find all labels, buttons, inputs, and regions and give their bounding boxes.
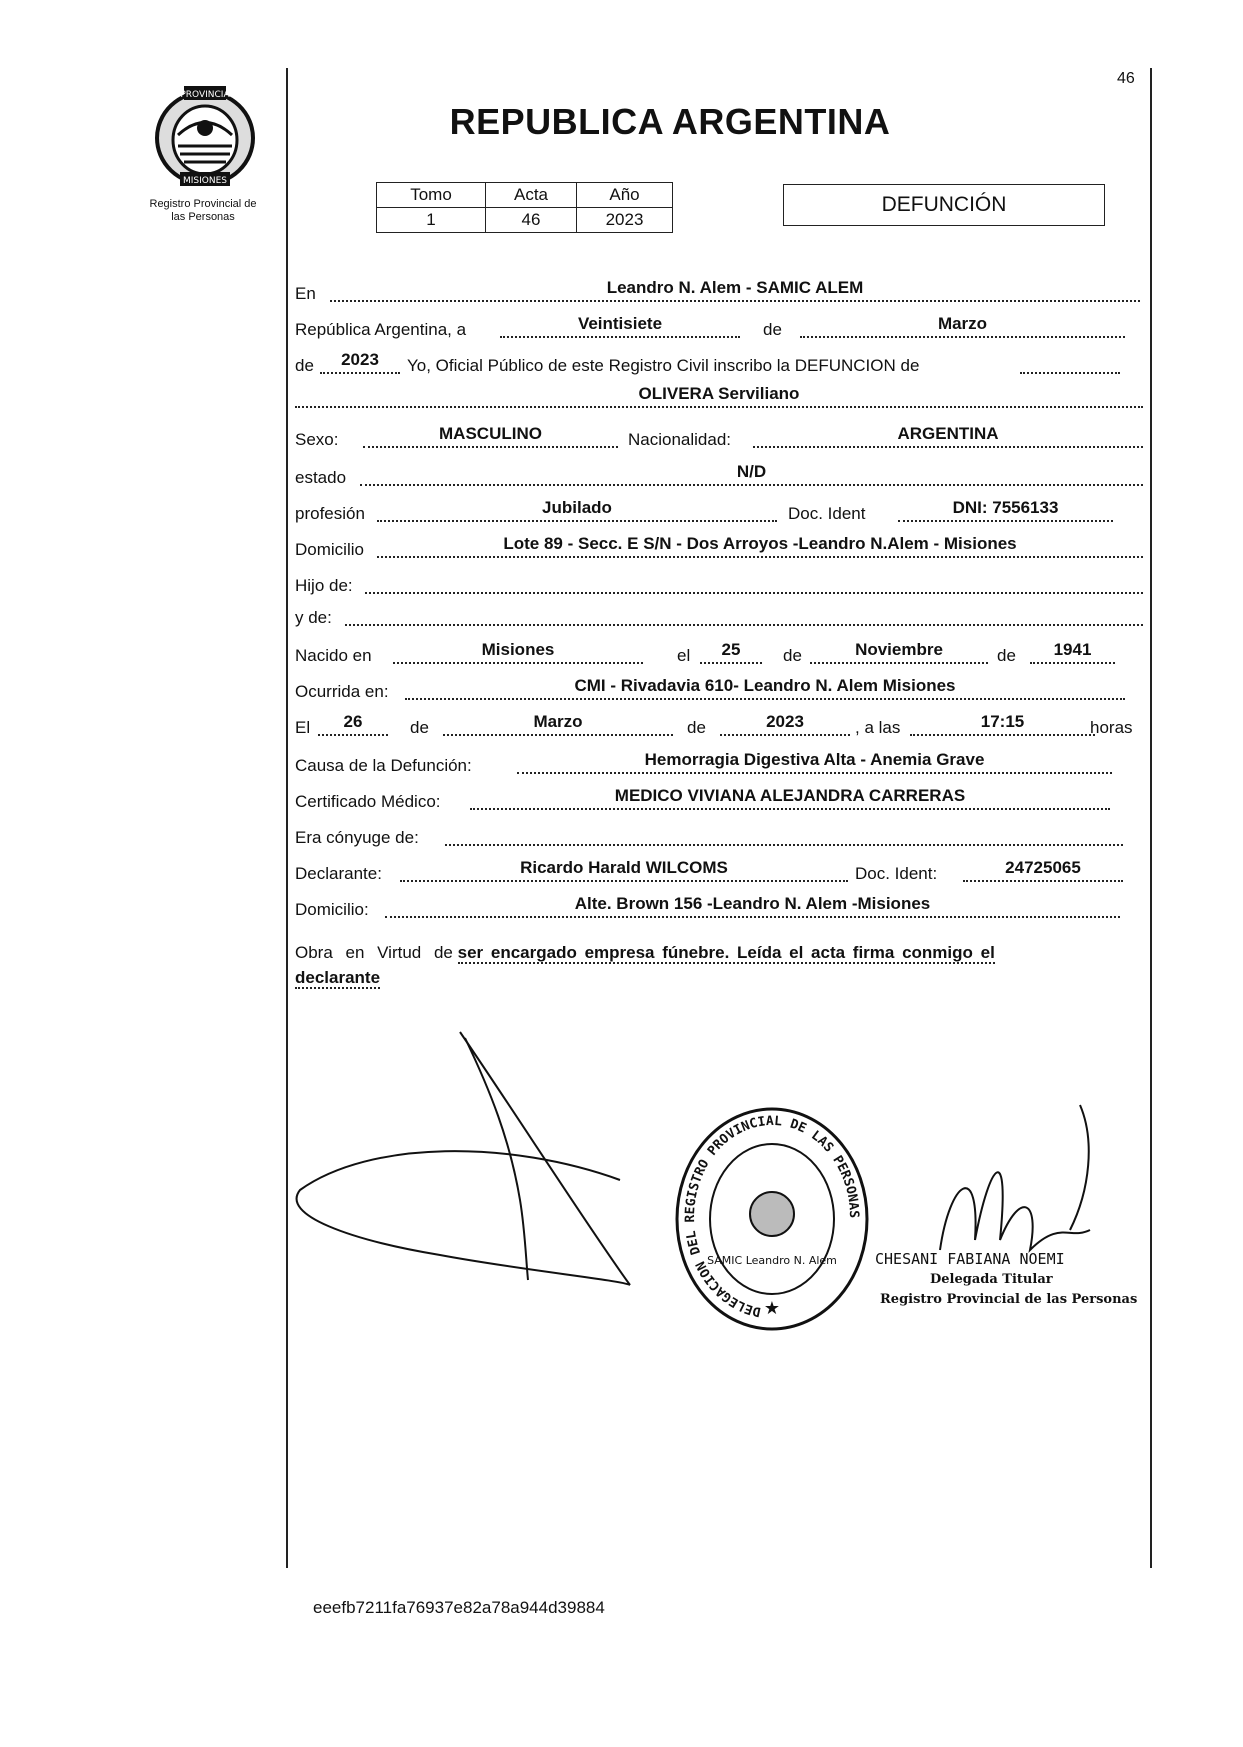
domicilio2-field: Alte. Brown 156 -Leandro N. Alem -Misiones (385, 894, 1120, 918)
row-sexo (295, 424, 1145, 454)
de-label-5: de (410, 718, 429, 737)
yde-label: y de: (295, 608, 332, 627)
acta-header: Acta (486, 183, 577, 208)
estado-field: N/D (360, 462, 1143, 486)
signatory-role: Delegada Titular (930, 1272, 1053, 1287)
inscribo-text: Yo, Oficial Público de este Registro Civil inscribo la DEFUNCION de (407, 356, 920, 375)
row-nombre (295, 384, 1145, 414)
nacido-lugar-field: Misiones (393, 640, 643, 664)
alas-label: , a las (855, 718, 901, 737)
signatory-name: CHESANI FABIANA NOEMI (875, 1250, 1065, 1268)
conyuge-field (445, 822, 1123, 846)
nacido-dia-field: 25 (700, 640, 762, 664)
declarante-doc-label: Doc. Ident: (855, 864, 938, 883)
acta-value: 46 (486, 208, 577, 233)
certificado-field: MEDICO VIVIANA ALEJANDRA CARRERAS (470, 786, 1110, 810)
document-hash: eeefb7211fa76937e82a78a944d39884 (313, 1598, 605, 1617)
row-yde (295, 602, 1145, 632)
page-title: REPUBLICA ARGENTINA (449, 101, 891, 142)
official-seal-stamp (672, 1104, 872, 1334)
el-label: el (677, 646, 691, 665)
hijo-field (365, 570, 1143, 594)
anio-value: 2023 (577, 208, 673, 233)
horas-label: horas (1090, 718, 1133, 737)
def-mes-field: Marzo (443, 712, 673, 736)
signatory-office: Registro Provincial de las Personas (880, 1292, 1138, 1307)
nacido-anio-field: 1941 (1030, 640, 1115, 664)
de-label-1: de (763, 320, 782, 339)
profesion-label: profesión (295, 504, 365, 523)
registry-table-header-row (377, 183, 673, 208)
republica-label: República Argentina, a (295, 320, 467, 339)
row-certificado (295, 786, 1145, 816)
nacido-mes-field: Noviembre (810, 640, 988, 664)
en-label: En (295, 284, 316, 303)
right-margin-line (1150, 68, 1152, 1568)
obra-label: Obra en Virtud de (295, 943, 453, 962)
conyuge-label: Era cónyuge de: (295, 828, 419, 847)
row-en (295, 278, 1145, 308)
logo-text-top: PROVINCIA (180, 90, 230, 100)
tomo-value: 1 (377, 208, 486, 233)
seal-inner-text: SAMIC Leandro N. Alem (707, 1254, 837, 1267)
row-ocurrida (295, 676, 1145, 706)
document-type-box: DEFUNCIÓN (783, 184, 1105, 226)
declarante-field: Ricardo Harald WILCOMS (400, 858, 848, 882)
row-fecha (295, 314, 1145, 344)
sexo-field: MASCULINO (363, 424, 618, 448)
de-label-2: de (295, 356, 314, 375)
en-field: Leandro N. Alem - SAMIC ALEM (330, 278, 1140, 302)
row-nacido (295, 640, 1145, 670)
domicilio-field: Lote 89 - Secc. E S/N - Dos Arroyos -Leandro N.Alem - Misiones (377, 534, 1143, 558)
row-fecha-defuncion (295, 712, 1145, 742)
row-estado (295, 462, 1145, 492)
tomo-header: Tomo (377, 183, 486, 208)
registry-table (376, 182, 673, 233)
causa-label: Causa de la Defunción: (295, 756, 472, 775)
row-inscribo (295, 350, 1145, 380)
domicilio2-label: Domicilio: (295, 900, 369, 919)
def-hora-field: 17:15 (910, 712, 1095, 736)
El-label: El (295, 718, 311, 737)
estado-label: estado (295, 468, 347, 487)
anio-field: 2023 (320, 350, 400, 374)
profesion-field: Jubilado (377, 498, 777, 522)
dia-field: Veintisiete (500, 314, 740, 338)
declarant-signature (290, 1030, 710, 1300)
ocurrida-label: Ocurrida en: (295, 682, 389, 701)
row-profesion (295, 498, 1145, 528)
domicilio-label: Domicilio (295, 540, 364, 559)
doc-ident-field: DNI: 7556133 (898, 498, 1113, 522)
seal-outer-text: DELEGACION DEL REGISTRO PROVINCIAL DE LAS PERSONAS (683, 1113, 862, 1319)
nacido-label: Nacido en (295, 646, 372, 665)
logo-text-bottom: MISIONES (182, 176, 228, 186)
row-domicilio-declarante (295, 894, 1145, 924)
obra-value-line1: ser encargado empresa fúnebre. Leída el acta firma conmigo el (457, 943, 995, 962)
nacionalidad-label: Nacionalidad: (628, 430, 732, 449)
def-dia-field: 26 (318, 712, 388, 736)
obra-value-line2: declarante (295, 968, 381, 987)
hijo-label: Hijo de: (295, 576, 353, 595)
obra-en-virtud-paragraph (295, 940, 1145, 990)
de-label-4: de (997, 646, 1016, 665)
nacionalidad-field: ARGENTINA (753, 424, 1143, 448)
logo-caption (128, 198, 278, 224)
provincial-emblem-logo (150, 80, 260, 190)
ocurrida-field: CMI - Rivadavia 610- Leandro N. Alem Misiones (405, 676, 1125, 700)
inscribo-blank-field (1020, 350, 1120, 374)
page-number: 46 (1117, 70, 1135, 87)
seal-star-icon: ★ (763, 1298, 781, 1318)
declarante-label: Declarante: (295, 864, 382, 883)
yde-field (345, 602, 1143, 626)
certificado-label: Certificado Médico: (295, 792, 441, 811)
left-margin-line (286, 68, 288, 1568)
sexo-label: Sexo: (295, 430, 339, 449)
row-hijo (295, 570, 1145, 600)
row-domicilio (295, 534, 1145, 564)
anio-header: Año (577, 183, 673, 208)
logo-caption-line2: las Personas (171, 211, 235, 223)
doc-ident-label: Doc. Ident (788, 504, 866, 523)
causa-field: Hemorragia Digestiva Alta - Anemia Grave (517, 750, 1112, 774)
registry-table-value-row (377, 208, 673, 233)
row-causa (295, 750, 1145, 780)
row-conyuge (295, 822, 1145, 852)
de-label-6: de (687, 718, 706, 737)
registrar-signature (920, 1100, 1120, 1260)
declarante-doc-field: 24725065 (963, 858, 1123, 882)
de-label-3: de (783, 646, 802, 665)
def-anio-field: 2023 (720, 712, 850, 736)
mes-field: Marzo (800, 314, 1125, 338)
nombre-field: OLIVERA Serviliano (295, 384, 1143, 408)
logo-caption-line1: Registro Provincial de (149, 198, 257, 210)
row-declarante (295, 858, 1145, 888)
